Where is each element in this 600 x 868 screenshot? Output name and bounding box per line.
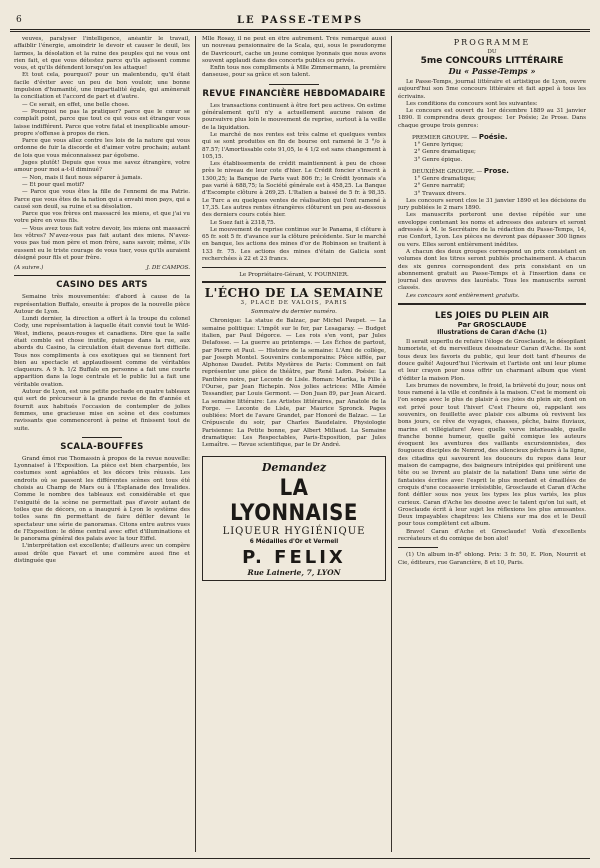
paragraph: Juges plutôt! Depuis que vous me savez étrangère, votre amour pour moi a-t-il diminué?	[14, 160, 190, 174]
page-header	[16, 13, 584, 27]
paragraph: Grand émoi rue Thomassin à propos de la revue nouvelle: Lyonnaise! à l'Exposition. La pièce est bien charpentée, les costumes sont agréables et les décors très réussis. Les endroits où se passent les différentes scènes ont tous été choisis au Champ de Mars ou à l'Esplanade des Invalides. Comme le nombre des tableaux est considérable et que l'exiguité de la scène ne permettait pas d'avoir autant de toiles que de décors, on a inauguré à Lyon le système des toiles sans fin permettant de faire défiler devant le spectateur une série de panoramas. Citons entre autres vues de l'Exposition: le dôme central avec effet d'illuminations et le panorama général des palais avec la tour Eiffel.	[14, 455, 190, 543]
paragraph: Les conditions du concours sont les suivantes:	[406, 100, 538, 107]
revue-title: REVUE FINANCIÈRE HEBDOMADAIRE	[202, 88, 386, 99]
paragraph: Le marché de nos rentes est très calme et quelques ventes qui se sont produites en fin de bourse ont ramené le 3 °/o à 87.57; l'Amortissable cote 91,05, le 4 1/2 est sans changement à 105,15.	[202, 131, 386, 160]
echo-sommaire: Sommaire du dernier numéro.	[251, 309, 337, 316]
paragraph: Enfin tous nos compliments à Mlle Zimmermann, la première danseuse, pour sa grâce et son talent.	[202, 65, 386, 79]
list-item: 3° Genre épique.	[414, 156, 463, 163]
contest-name: Du « Passe-Temps »	[448, 66, 536, 76]
ad-maker: P. FELIX	[242, 546, 346, 568]
paragraph: Chronique: La statue de Balzac, par Michel Paupet. — La semaine politique: L'impôt sur le fer, par Lesagaray. — Budget italien, par Paul Dégorce. — Les rois s'en vont, par Jules Delafosse. — La guerre au printemps. — Les Échos de partout, par Pierre et Paul. — Histoire de la semaine: L'Ami de collège, par Joseph Montel. Souvenirs contemporains: Pièce siffée, par Alphonse Daudet. Petits Mystères de Paris: Comment on fait représenter une pièce de théâtre, par René Lafon. Poésie: La Panthère noire, par Leconte de Lisle. Roman: Marika, la Fille à l'Ourse, par Jean Richepin. Nos jolies actrices: Mlle Aimée Tessandier, par Louis Germont. — Don Juan 89, par Jean Aicard. La semaine littéraire: Les Artistes littéraires, par Anatole de la Forge. — Leconte de Lisle, par Maurice Spronck. Pages oubliées: Mort de l'avare Grandet, par Honoré de Balzac. — Le Crépuscule du soir, par Charles Baudelaire. Physiologie Parisienne: La Petite bonne, par Albert Millaud. La Semaine dramatique: Les Respectables, Paris-Exposition, par Jules Lemaître. — Revue scientifique, par le Dr André.	[202, 318, 386, 449]
paragraph: — Ce serait, en effet, une belle chose.	[22, 101, 130, 108]
list-item: 1° Genre lyrique;	[414, 142, 464, 149]
column-separator-1	[195, 36, 196, 852]
header-rule-2	[10, 31, 590, 32]
paragraph: Autour de Lyon, est une petite pochade en quatre tableaux qui sert de précurseur à la grande revue de fin d'année et fournit aux habitués l'occasion de contempler de jolies femmes, une gracieuse mise en scène et des costumes ravissants que commenceront à peine et finissent tout de suite.	[14, 389, 190, 432]
echo-address: 3, PLACE DE VALOIS, PARIS	[240, 300, 348, 307]
paragraph: Les brumes de novembre, le froid, la brièveté du jour, nous ont tous ramené à la ville et confinés à la maison. C'est le moment où l'on songe avec le plus de plaisir à ces joies du plein air, dont on est privé pour tout l'hiver! C'est l'heure où, rappelant ses souvenirs, on feuillette avec plaisir ces albums où revivent les bons jours, ce rêve de voyages, chasses, pêche, bains fluviaux, marins et villégiature! Avec quelle verve intarissable, quelle franche bonne humeur, quelle gaîté comique les auteurs évoquent les aventures des vaillants excursionnistes, des fougueux disciples de Nemrod, des silencieux pêcheurs à la ligne, des citadins qui savourent les douceurs du repos dans leur maison de campagne, des baigneurs intrépides qui préfèrent une tête ou se livrent au plaisir de la natation! Dans une série de fantaisies écrites avec l'esprit le plus mordant et émaillées de croquis d'une cocasserie irrésistible, Grosclaude et Caran d'Ache font défiler sous nos yeux les types les plus variés, les plus curieux. Caran d'Ache les dessine avec le talent qu'on lui sait, et Grosclaude écrit à leur sujet les réflexions les plus amusantes. Deux impayables chapitres: les Chiens sur ma dos et le Deuil pour tous complètent cet album.	[398, 382, 586, 528]
paragraph: Le mouvement de reprise continue sur le Panama, il clôture à 65 fr. soit 5 fr. d'avance sur la clôture précédente. Sur le marché en banque, les actions des mines d'or de Robinson se traitent à 133 fr. 75. Les actions des mines d'étain de Galicia sont recherchées à 22 et 23 francs.	[202, 226, 386, 263]
paragraph: L'interprétation est excellente; d'ailleurs avec un compère aussi drôle que Favart et une commère aussi fine et distinguée que	[14, 543, 190, 564]
paragraph: Lundi dernier, la direction a offert à la troupe du colonel Cody, une représentation à laquelle était convié tout le Wild-West, indiens, peaux-rouges et canadiens. Dire que la salle était comble est chose inutile, puisque dans la rue, aux abords du Casino, la circulation était devenue fort difficile. Tous nos compliments à ces exotiques qui se tiennent fort bien au spectacle et applaudissent comme de véritables claqueurs. A 9 h. 1/2 Buffalo en personne a fait une courte apparition dans la loge centrale et le public lui a fait une véritable ovation.	[14, 316, 190, 388]
scala-title: SCALA-BOUFFES	[60, 441, 144, 452]
page-number: 6	[16, 15, 22, 25]
group-name: Poésie.	[478, 133, 508, 142]
paragraph: — Vous avez tous fait votre devoir, les miens ont massacré les vôtres? N'avez-vous pas fait autant des miens. N'avez-vous pas tué mon père et mon frère, sans savoir, même, s'ils eussent eu le triste courage de vous tuer, vous qu'ils auraient désigné pour fils et pour frère.	[14, 225, 190, 261]
contest-title: 5me CONCOURS LITTÉRAIRE	[420, 56, 564, 66]
footnote-rule	[398, 547, 438, 548]
section-rule-double	[202, 281, 386, 283]
group-1-list	[398, 142, 586, 164]
column-1	[14, 36, 190, 856]
section-rule	[82, 437, 122, 438]
paragraph: veuves, paralyser l'intelligence, anéantir le travail, affaiblir l'énergie, amoindrir le devoir et causer le deuil, les larmes, la désolation et la ruine des peuples qui ne vous ont rien fait, et que vous détestez parce qu'ils agissent comme vous, et qu'ils défendent lorsqu'on les attaque!	[14, 36, 190, 72]
paragraph: Parce que vous allez contre les lois de la nature qui vous ordonne de fuir la discorde et d'aimer votre prochain; autant de lois que vous méconnaissez par égoïsme.	[14, 138, 190, 159]
ad-address: Rue Lainerie, 7, LYON	[247, 567, 341, 577]
joies-author: Par GROSCLAUDE	[457, 321, 527, 330]
echo-title: L'ÉCHO DE LA SEMAINE	[204, 286, 384, 301]
paragraph: Mlle Rosay, il ne peut en être autrement. Très remarqué aussi un nouveau pensionnaire de la Scala, qui, sous le pseudonyme de Davricourt, cache un jeune comique lyonnais que nous avons souvent applaudi dans des concerts publics ou privés.	[202, 36, 386, 64]
casino-title: CASINO DES ARTS	[56, 280, 148, 291]
group-2-list	[398, 176, 586, 198]
paragraph: Les concours sont entièrement gratuits.	[406, 292, 520, 299]
to-be-continued: (A suivre.)	[14, 265, 44, 272]
paragraph: Semaine très mouvementée: d'abord à cause de la représentation Buffalo, ensuite à propos de la nouvelle pièce Autour de Lyon.	[14, 294, 190, 315]
programme-du: DU	[487, 49, 497, 55]
list-item: 1° Genre dramatique;	[414, 175, 476, 182]
paragraph: Parce que vos frères ont massacré les miens, et que j'ai vu votre père en vous fils.	[14, 211, 190, 225]
footer-rule	[10, 858, 590, 859]
column-3	[398, 36, 586, 856]
ad-medals: 6 Médailles d'Or et Vermeil	[249, 538, 339, 545]
programme-label: PROGRAMME	[453, 38, 531, 47]
column-2	[202, 36, 386, 856]
list-item: 2° Genre dramatique;	[414, 149, 476, 156]
masthead: LE PASSE-TEMPS	[236, 14, 364, 26]
paragraph: — Et pour quel motif?	[22, 181, 85, 188]
paragraph: Le concours est ouvert du 1er décembre 1889 au 31 janvier 1890. Il comprendra deux groupes: 1er Poésie; 2e Prose. Dans chaque groupe trois genres:	[398, 108, 586, 129]
paragraph: — Non, mais il faut nous séparer à jamais.	[22, 174, 143, 181]
column-separator-2	[391, 36, 392, 852]
paragraph: Le Suez fait à 2318,75.	[210, 219, 276, 226]
paragraph: Les transactions continuent à être fort peu actives. On estime généralement qu'il n'y a actuellement aucune raison de poursuivre plus loin le mouvement de reprise, surtout à la veille de la liquidation.	[202, 102, 386, 131]
group-label: PREMIER GROUPE. —	[412, 135, 478, 142]
gerant-line: Le Propriétaire-Gérant, V. FOURNIER.	[239, 272, 349, 279]
header-rule	[10, 29, 590, 30]
paragraph: — Parce que vous êtes la fille de l'ennemi de ma Patrie. Parce que vous êtes de la nation qui a envahi mon pays, qui a causé son deuil, sa ruine et sa désolation.	[14, 189, 190, 210]
list-item: 2° Genre narratif;	[414, 183, 465, 190]
section-rule	[202, 267, 386, 268]
article-signature	[14, 265, 190, 271]
list-item: 3° Travaux divers.	[414, 190, 467, 197]
paragraph: Les concours seront clos le 31 janvier 1890 et les décisions du jury publiées le 2 mars 1890.	[398, 197, 586, 212]
joies-title: LES JOIES DU PLEIN AIR	[435, 311, 549, 322]
paragraph: Les établissements de crédit maintiennent à peu de chose près le niveau de leur cote d'hier. Le Crédit foncier s'inscrit à 1300,25; la Banque de Paris vaut 806 fr.; le Crédit lyonnais s'a pas varié à 688,75; la Société générale est à 458,25. La Banque d'Escompte clôture à 269,25. L'Italien a baissé de 5 fr. à 98,35. Le Turc a eu quelques ventes de réalisation qui l'ont ramené à 17,35. Les autres rentes étrangères clôturent un peu au-dessous des derniers cours cotés hier.	[202, 161, 386, 219]
paragraph: — Pourquoi ne pas la pratiquer? parce que le cœur se complaît point, parce que tout ce qui vous est étranger vous laisse indifférent. Parce que votre fatal et inexplicable amour-propre s'offense à propos de rien.	[14, 108, 190, 137]
paragraph: A chacun des deux groupes correspond un prix consistant en volumes dont les titres seront publiés prochainement. A chacun des six genres correspondent des prix consistant en un abonnement gratuit au Passe-Temps et à l'insertion dans ce journal des œuvres des lauréats. Tous les manuscrits seront classés.	[398, 248, 586, 292]
group-label: DEUXIÈME GROUPE. —	[412, 168, 483, 175]
ad-brand: LA LYONNAISE	[230, 475, 358, 526]
paragraph: Et tout cela, pourquoi? pour un malentendu, qu'il était facile d'éviter avec un peu de bon vouloir, une bonne impulsion d'humanité, une impartialité égale, qui amènerait la conciliation et l'accord de part et d'autre.	[14, 72, 190, 101]
paragraph: Il serait superflu de refaire l'éloge de Grosclaude, le désopilant humoriste, et du merveilleux dessinateur Caran d'Ache. Ils sont tous deux les favoris du public, qui leur doit tant d'heures de douce gaîté! Aujourd'hui l'écrivain et l'artiste ont uni leur plume et leur crayon pour nous offrir un charmant album que vient d'éditer la maison Plon.	[398, 339, 586, 382]
section-rule	[269, 84, 319, 85]
advertisement	[202, 456, 386, 581]
paragraph: Bravo! Caran d'Ache et Grosclaude! Voilà d'excellents recréateurs et du comique de bon aloi!	[398, 528, 586, 543]
group-name: Prose.	[483, 166, 509, 175]
author-name: J. DE CAMPOS.	[146, 265, 190, 272]
ad-product: LIQUEUR HYGIÉNIQUE	[222, 525, 366, 537]
paragraph: Le Passe-Temps, journal littéraire et artistique de Lyon, ouvre aujourd'hui son 5me concours littéraire et fait appel à tous les écrivains.	[398, 79, 586, 100]
section-rule-double	[398, 303, 586, 305]
paragraph: Les manuscrits porteront une devise répétée sur une enveloppe contenant les noms et adresses des auteurs et seront adressés à M. le Secrétaire de la rédaction du Passe-Temps, 14, rue Confort, Lyon. Les pièces ne devront pas dépasser 300 lignes ou vers. Elles seront entièrement inédites.	[398, 212, 586, 248]
joies-illustrator: Illustrations de Caran d'Ache (1)	[437, 329, 547, 337]
group-2-heading	[412, 167, 586, 175]
section-rule	[14, 275, 190, 276]
footnote: (1) Un album in-8° oblong. Prix: 3 fr. 50, E. Plon, Nourrit et Cie, éditeurs, rue Garancière, 8 et 10, Paris.	[398, 552, 586, 566]
article-continuation	[14, 36, 190, 271]
ad-demandez: Demandez	[261, 460, 327, 474]
group-1-heading	[412, 133, 586, 141]
